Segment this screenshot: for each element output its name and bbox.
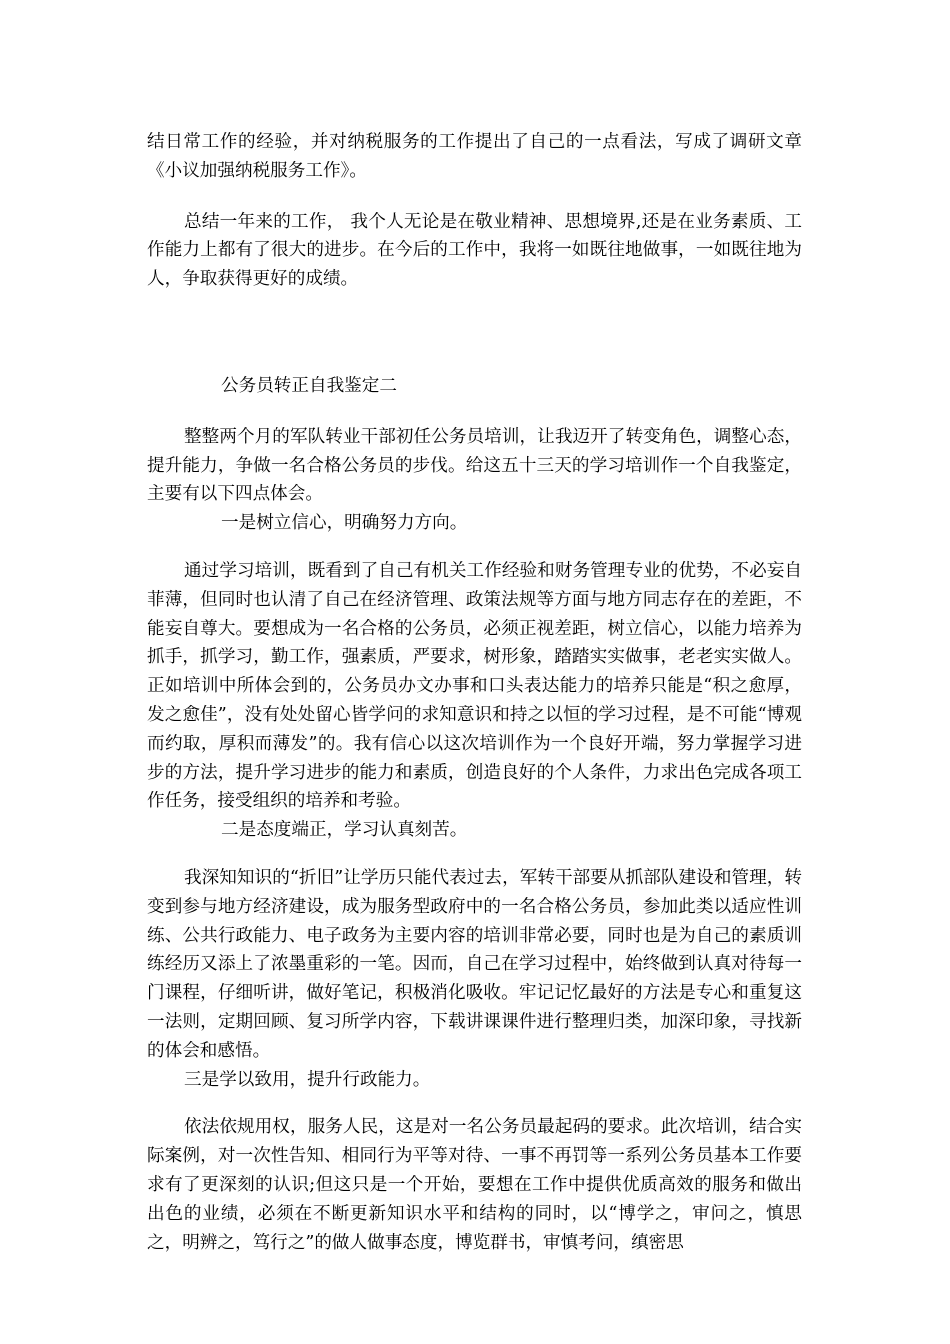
document-page: [147, 128, 802, 1257]
point2-title: 二是态度端正，学习认真刻苦。: [221, 820, 468, 841]
section-title: 公务员转正自我鉴定二: [221, 375, 397, 396]
point1-title: 一是树立信心，明确努力方向。: [221, 513, 468, 534]
paragraph-continuation: 结日常工作的经验，并对纳税服务的工作提出了自己的一点看法，写成了调研文章《小议加强纳税服务工作》。: [147, 132, 802, 181]
point3-body: 依法依规用权，服务人民，这是对一名公务员最起码的要求。此次培训，结合实际案例，对一次性告知、相同行为平等对待、一事不再罚等一系列公务员基本工作要求有了更深刻的认识;但这只是一个开始，要想在工作中提供优质高效的服务和做出出色的业绩，必须在不断更新知识水平和结构的同时，以“博学之，审问之，慎思之，明辨之，笃行之”的做人做事态度，博览群书，审慎考问，缜密思: [147, 1117, 802, 1253]
point1-body: 通过学习培训，既看到了自己有机关工作经验和财务管理专业的优势，不必妄自菲薄，但同时也认清了自己在经济管理、政策法规等方面与地方同志存在的差距，不能妄自尊大。要想成为一名合格的公务员，必须正视差距，树立信心，以能力培养为抓手，抓学习，勤工作，强素质，严要求，树形象，踏踏实实做事，老老实实做人。正如培训中所体会到的，公务员办文办事和口头表达能力的培养只能是“积之愈厚，发之愈佳”，没有处处留心皆学问的求知意识和持之以恒的学习过程，是不可能“博观而约取，厚积而薄发”的。我有信心以这次培训作为一个良好开端，努力掌握学习进步的方法，提升学习进步的能力和素质，创造良好的个人条件，力求出色完成各项工作任务，接受组织的培养和考验。: [147, 560, 802, 812]
point2-body: 我深知知识的“折旧”让学历只能代表过去，军转干部要从抓部队建设和管理，转变到参与地方经济建设，成为服务型政府中的一名合格公务员，参加此类以适应性训练、公共行政能力、电子政务为主要内容的培训非常必要，同时也是为自己的素质训练经历又添上了浓墨重彩的一笔。因而，自己在学习过程中，始终做到认真对待每一门课程，仔细听讲，做好笔记，积极消化吸收。牢记记忆最好的方法是专心和重复这一法则，定期回顾、复习所学内容，下载讲课课件进行整理归类，加深印象，寻找新的体会和感悟。: [147, 867, 802, 1061]
point3-title: 三是学以致用，提升行政能力。: [184, 1069, 431, 1090]
paragraph-intro: 整整两个月的军队转业干部初任公务员培训，让我迈开了转变角色，调整心态，提升能力，争做一名合格公务员的步伐。给这五十三天的学习培训作一个自我鉴定，主要有以下四点体会。: [147, 426, 802, 505]
paragraph-summary: 总结一年来的工作， 我个人无论是在敬业精神、思想境界,还是在业务素质、工作能力上都有了很大的进步。在今后的工作中，我将一如既往地做事，一如既往地为人，争取获得更好的成绩。: [147, 211, 802, 290]
